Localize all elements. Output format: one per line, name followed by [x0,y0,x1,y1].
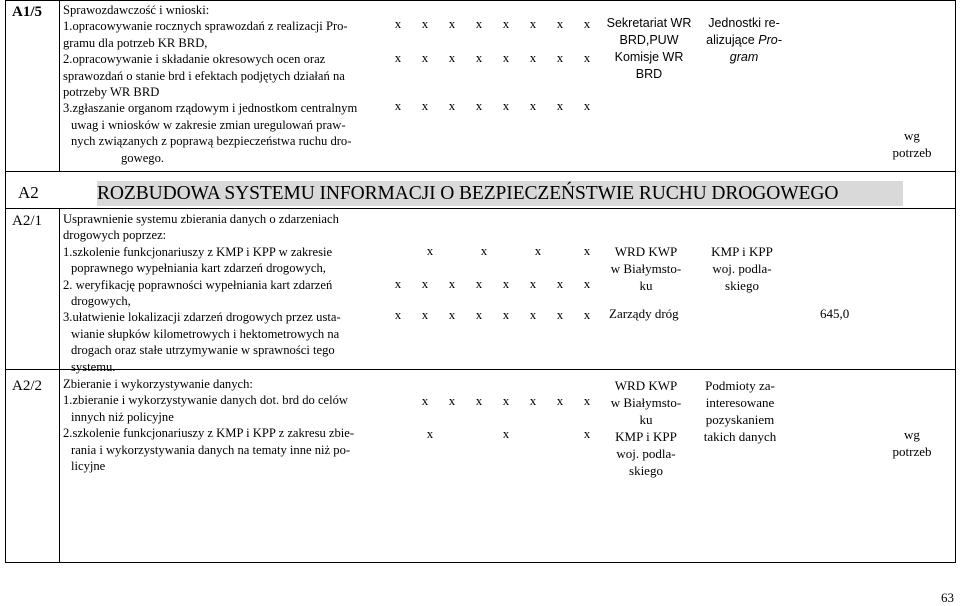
year-mark: x [583,276,591,291]
responsible-line: WRD KWP [614,378,678,393]
year-mark: x [475,16,483,31]
responsible-line: KMP i KPP [615,429,677,444]
units-line: woj. podla- [712,261,772,276]
year-mark: x [448,16,456,31]
description-line: 1.zbieranie i wykorzystywanie danych dot. brd do celów [63,393,349,408]
responsible-line: BRD [635,67,663,81]
year-mark: x [583,243,591,258]
year-mark: x [394,307,402,322]
row-description [63,211,385,375]
description-line: drogach oraz stałe utrzymywanie w sprawności tego [71,343,335,358]
responsible-line: Sekretariat WR [606,16,692,30]
row-description [63,376,385,474]
cost-line: wg [904,427,920,442]
cost-line: potrzeb [892,444,932,459]
year-mark: x [502,393,510,408]
description-line: 2.opracowywanie i składanie okresowych ocen oraz [63,52,326,67]
year-mark: x [502,16,510,31]
year-mark: x [502,276,510,291]
description-line: Zbieranie i wykorzystywanie danych: [63,377,253,391]
description-line: 2. weryfikację poprawności wypełniania kart zdarzeń [63,277,333,292]
description-line: Usprawnienie systemu zbierania danych o zdarzeniach [63,212,339,226]
table-top-border [5,0,956,1]
description-line: systemu. [71,359,116,374]
year-mark: x [556,393,564,408]
col-divider-id [59,208,60,563]
description-line: potrzeby WR BRD [63,85,160,100]
responsible-line: WRD KWP [614,244,678,259]
year-mark: x [394,16,402,31]
table-left-border [5,0,6,563]
year-mark: x [475,50,483,65]
description-line: drogowych poprzez: [63,228,167,243]
responsible-cell [600,15,698,83]
description-line: rania i wykorzystywania danych na tematy inne niż po- [71,442,351,457]
description-line: poprawnego wypełniania kart zdarzeń drogowych, [71,261,326,276]
responsible-line: BRD,PUW [619,33,679,47]
year-mark: x [556,276,564,291]
year-mark: x [583,307,591,322]
year-mark: x [529,276,537,291]
units-line: interesowane [705,395,775,410]
row-id: A2/1 [12,213,42,229]
year-mark: x [448,276,456,291]
year-mark: x [556,16,564,31]
units-line: skiego [725,278,759,293]
description-line: drogowych, [71,294,131,309]
year-mark: x [421,307,429,322]
year-mark: x [529,50,537,65]
units-cell [700,15,788,66]
year-mark: x [475,307,483,322]
year-mark: x [475,393,483,408]
description-line: innych niż policyjne [71,409,174,424]
year-mark: x [583,16,591,31]
year-mark: x [426,426,434,441]
cost-line: wg [904,128,920,143]
cost-line: potrzeb [892,145,932,160]
row-divider-a2-bottom [5,208,956,209]
responsible-line: skiego [629,463,663,478]
year-mark: x [583,393,591,408]
section-id: A2 [18,183,39,202]
cost-cell: 645,0 [820,306,850,321]
responsible-line: w Białymsto- [610,261,682,276]
description-line: 1.szkolenie funkcjonariuszy z KMP i KPP w zakresie [63,244,333,259]
units-line: alizujące Pro- [706,33,782,47]
year-mark: x [556,50,564,65]
year-mark: x [475,98,483,113]
responsible-line: woj. podla- [616,446,676,461]
year-mark: x [421,16,429,31]
col-divider-id [59,0,60,172]
description-line: gowego. [121,150,165,165]
responsible-cell [600,243,692,294]
year-mark: x [394,276,402,291]
cost-cell [880,426,944,460]
responsible-cell [600,377,692,479]
units-cell [696,243,788,294]
year-mark: x [421,98,429,113]
year-mark: x [556,98,564,113]
year-mark: x [534,243,542,258]
year-mark: x [502,307,510,322]
year-mark: x [426,243,434,258]
responsible-line: Komisje WR [614,50,684,64]
year-mark: x [421,276,429,291]
responsible-line: w Białymsto- [610,395,682,410]
table-right-border [955,0,956,563]
year-mark: x [556,307,564,322]
year-mark: x [529,307,537,322]
row-divider-a15-bottom [5,171,956,172]
description-line: nych związanych z poprawą bezpieczeństwa ruchu dro- [71,134,352,149]
responsible-line: ku [639,278,653,293]
units-line: gram [729,50,759,64]
row-id: A1/5 [12,4,42,20]
year-mark: x [448,393,456,408]
year-mark: x [502,426,510,441]
cost-cell [880,127,944,161]
description-line: uwag i wniosków w zakresie zmian uregulowań praw- [71,117,346,132]
year-mark: x [448,50,456,65]
year-mark: x [583,98,591,113]
year-mark: x [529,16,537,31]
table-bottom-border [5,562,956,563]
year-mark: x [529,98,537,113]
units-line: KMP i KPP [711,244,773,259]
units-line: Jednostki re- [708,16,780,30]
row-id: A2/2 [12,378,42,394]
year-mark: x [448,98,456,113]
description-line: wianie słupków kilometrowych i hektometrowych na [71,326,340,341]
year-mark: x [394,98,402,113]
description-line: licyjne [71,459,106,474]
responsible-line: ku [639,412,653,427]
year-mark: x [480,243,488,258]
year-mark: x [448,307,456,322]
section-title: ROZBUDOWA SYSTEMU INFORMACJI O BEZPIECZEŃSTWIE RUCHU DROGOWEGO [97,181,903,206]
description-line: gramu dla potrzeb KR BRD, [63,35,208,50]
row-description [63,2,388,166]
units-line: Podmioty za- [705,378,775,393]
units-line: pozyskaniem [705,412,775,427]
units-line: takich danych [703,429,777,444]
description-line: sprawozdań o stanie brd i efektach podjętych działań na [63,68,345,83]
year-mark: x [502,98,510,113]
units-cell [694,377,786,445]
description-line: Sprawozdawczość i wnioski: [63,3,210,17]
year-mark: x [475,276,483,291]
year-mark: x [583,50,591,65]
year-mark: x [583,426,591,441]
year-mark: x [421,393,429,408]
description-line: 3.ułatwienie lokalizacji zdarzeń drogowych przez usta- [63,310,341,325]
description-line: 1.opracowywanie rocznych sprawozdań z realizacji Pro- [63,19,348,34]
page-number: 63 [941,590,954,605]
description-line: 2.szkolenie funkcjonariuszy z KMP i KPP z zakresu zbie- [63,426,355,441]
year-mark: x [529,393,537,408]
year-mark: x [421,50,429,65]
year-mark: x [502,50,510,65]
year-mark: x [394,50,402,65]
description-line: 3.zgłaszanie organom rządowym i jednostkom centralnym [63,101,358,116]
responsible-cell: Zarządy dróg [609,306,679,321]
